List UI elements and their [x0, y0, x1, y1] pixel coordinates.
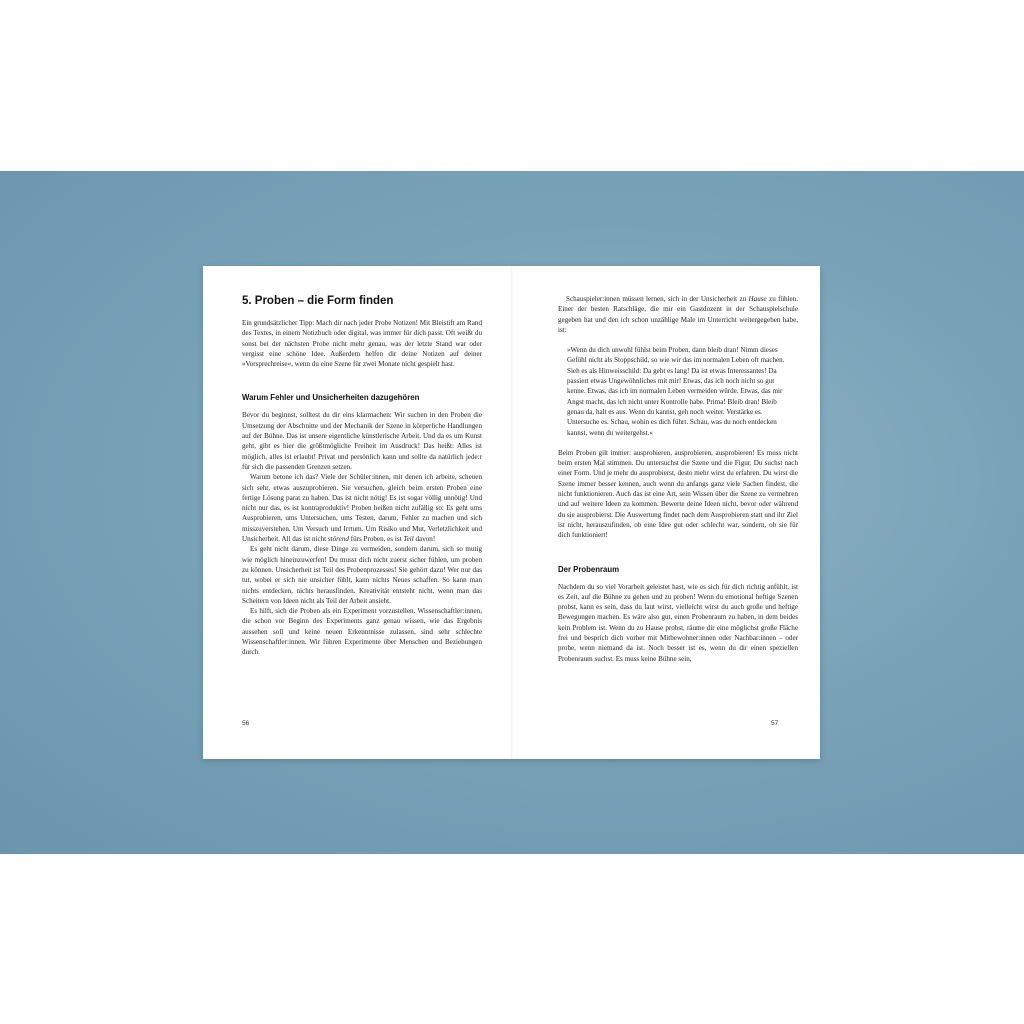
- right-paragraph-2: Beim Proben gilt immer: ausprobieren, ausprobieren, ausprobieren! Es muss nicht beim ersten Mal stimmen. Du untersuchst die Szene und die Figur. Du suchst nach einer Form. Und je mehr du ausprobierst, desto mehr wirst du erfahren. Du wirst die Szene immer besser kennen, auch wenn du anfangs ganz viele Sachen findest, die nicht funktionieren. Auch das ist eine Art, sein Wissen über die Szene zu vermehren und auf weitere Ideen zu kommen. Bewerte deine Ideen nicht, bevor oder während du sie ausprobierst. Die Auswertung findet nach dem Ausprobieren statt und ihr Ziel ist nicht, herauszufinden, ob eine Idee gut oder schlecht war, sondern, ob sie für dich funktioniert!: [558, 448, 798, 540]
- quote-block: »Wenn du dich unwohl fühlst beim Proben, dann bleib dran! Nimm dieses Gefühl nicht als Stoppschild, so wie wir das im normalen Leben oft machen. Sieh es als Hinweisschild: Da geht es lang! Da ist etwas Interessantes! Da passiert etwas Ungewöhnliches mit mir! Etwas, das ich noch nicht so gut kenne. Etwas, das ich im normalen Leben vermeiden würde. Etwas, das mir Angst macht, das ich nicht unter Kontrolle habe. Prima! Bleib dran! Bleib genau da, halt es aus. Wenn du kannst, geh noch weiter. Verstärke es. Untersuche es. Schau, wohin es dich führt. Schau, was du noch entdecken kannst, wenn du weitergehst.«: [567, 346, 785, 437]
- left-page: [242, 294, 482, 749]
- book-spread: [203, 266, 820, 759]
- right-paragraph-1-text-b: zu fühlen. Einer der besten Ratschläge, die mir ein Gastdozent in der Schauspielschule gegeben hat und den ich schon unzählige Male im Unterricht weitergegeben habe, ist:: [558, 295, 798, 334]
- right-paragraph-1-text-a: Schauspieler:innen müssen lernen, sich in der Unsicherheit zu: [566, 295, 749, 303]
- paragraph-2-emphasis-2: Teil: [403, 535, 414, 544]
- intro-paragraph: Ein grundsätzlicher Tipp: Mach dir nach jeder Probe Notizen! Mit Bleistift am Rand des Textes, in einem Notizbuch oder digital, was immer für dich passt. Oft weißt du sonst bei der nächsten Probe nicht mehr genau, was der letzte Stand war oder vergisst eine schöne Idee. Außerdem helfen dir deine Notizen auf deiner »Vorsprechreise«, wenn du eine Szene für zwei Monate nicht gespielt hast.: [242, 319, 482, 369]
- paragraph-2-text-c: davon!: [413, 535, 436, 544]
- paragraph-2-text-a: Warum betone ich das? Viele der Schüler:innen, mit denen ich arbeite, scheuen sich sehr, etwas auszuprobieren. Sie versuchen, gleich beim ersten Proben eine fertige Lösung parat zu haben. Das ist nicht nötig! Es ist sogar völlig unnötig! Und nicht nur das, es ist kontraproduktiv! Proben heißen nicht zufällig so: Es geht ums Ausprobieren, ums Untersuchen, ums Testen, darum, Fehler zu machen und sich misszuverstehen. Um Versuch und Irrtum. Um Risiko und Mut, Verletzlichkeit und Unsicherheit. All das ist nicht: [242, 473, 482, 544]
- right-page: [558, 294, 798, 749]
- paragraph-2-emphasis-1: störend: [327, 535, 349, 544]
- chapter-title: 5. Proben – die Form finden: [242, 295, 394, 307]
- right-paragraph-1-emphasis: Hause: [748, 295, 767, 303]
- paragraph-3: Es geht nicht darum, diese Dinge zu vermeiden, sondern darum, sich so mutig wie möglich hineinzuwerfen! Du musst dich nicht zuerst sicher fühlen, um proben zu können. Unsicherheit ist Teil des Probenprozesses! Sie gehört dazu! Wer nur das tut, wobei er sich nie unsicher fühlt, kann nichts Neues schaffen. So kann man nichts entdecken, nichts herausfinden. Kreativität entsteht nicht, wenn man das Scheitern von Ideen nicht als Teil der Arbeit ansieht.: [242, 545, 482, 605]
- section-heading-fehler: Warum Fehler und Unsicherheiten dazugehören: [242, 393, 420, 403]
- book-gutter: [510, 266, 513, 759]
- paragraph-2-text-b: fürs Proben, es ist: [348, 535, 404, 544]
- paragraph-1: Bevor du beginnst, solltest du dir eins klarmachen: Wir suchen in den Proben die Umsetzung der Abschnitte und der Mechanik der Szene in körperliche Handlungen auf der Bühne. Das ist unsere eigentliche künstlerische Arbeit. Und da es um Kunst geht, gibt es hier die größtmögliche Freiheit im Ausdruck! Das heißt: Alles ist möglich, alles ist erlaubt! Privat und persönlich kann und sollte da natürlich jede:r für sich die passenden Grenzen setzen.: [242, 411, 482, 471]
- page-number-right: 57: [771, 720, 779, 727]
- right-paragraph-1: [558, 294, 798, 335]
- page-number-left: 56: [242, 720, 250, 727]
- paragraph-4: Es hilft, sich die Proben als ein Experiment vorzustellen. Wissenschaftler:innen, die schon vor Beginn des Experiments ganz genau wissen, wie das Ergebnis aussehen soll und keine neuen Erkenntnisse zulassen, sind sehr schlechte Wissenschaftler:innen. Wir führen Experimente über Menschen und Beziehungen durch.: [242, 607, 482, 657]
- section-heading-probenraum: Der Probenraum: [558, 564, 620, 574]
- right-paragraph-3: Nachdem du so viel Vorarbeit geleistet hast, wie es sich für dich richtig anfühlt, ist es Zeit, auf die Bühne zu gehen und zu proben! Wenn du emotional heftige Szenen probst, kann es sein, dass du laut wirst, vielleicht wirst du auch große und heftige Bewegungen machen. Es wäre also gut, einen Probenraum zu haben, in dem beides kein Problem ist. Wenn du zu Hause probst, räume dir eine möglichst große Fläche frei und besprich dich vorher mit Mitbewohner:innen oder Nachbar:innen – oder probe, wenn niemand da ist. Noch besser ist es, wenn du dir einen speziellen Probenraum suchst. Es muss keine Bühne sein,: [558, 582, 798, 663]
- paragraph-2: [242, 472, 482, 544]
